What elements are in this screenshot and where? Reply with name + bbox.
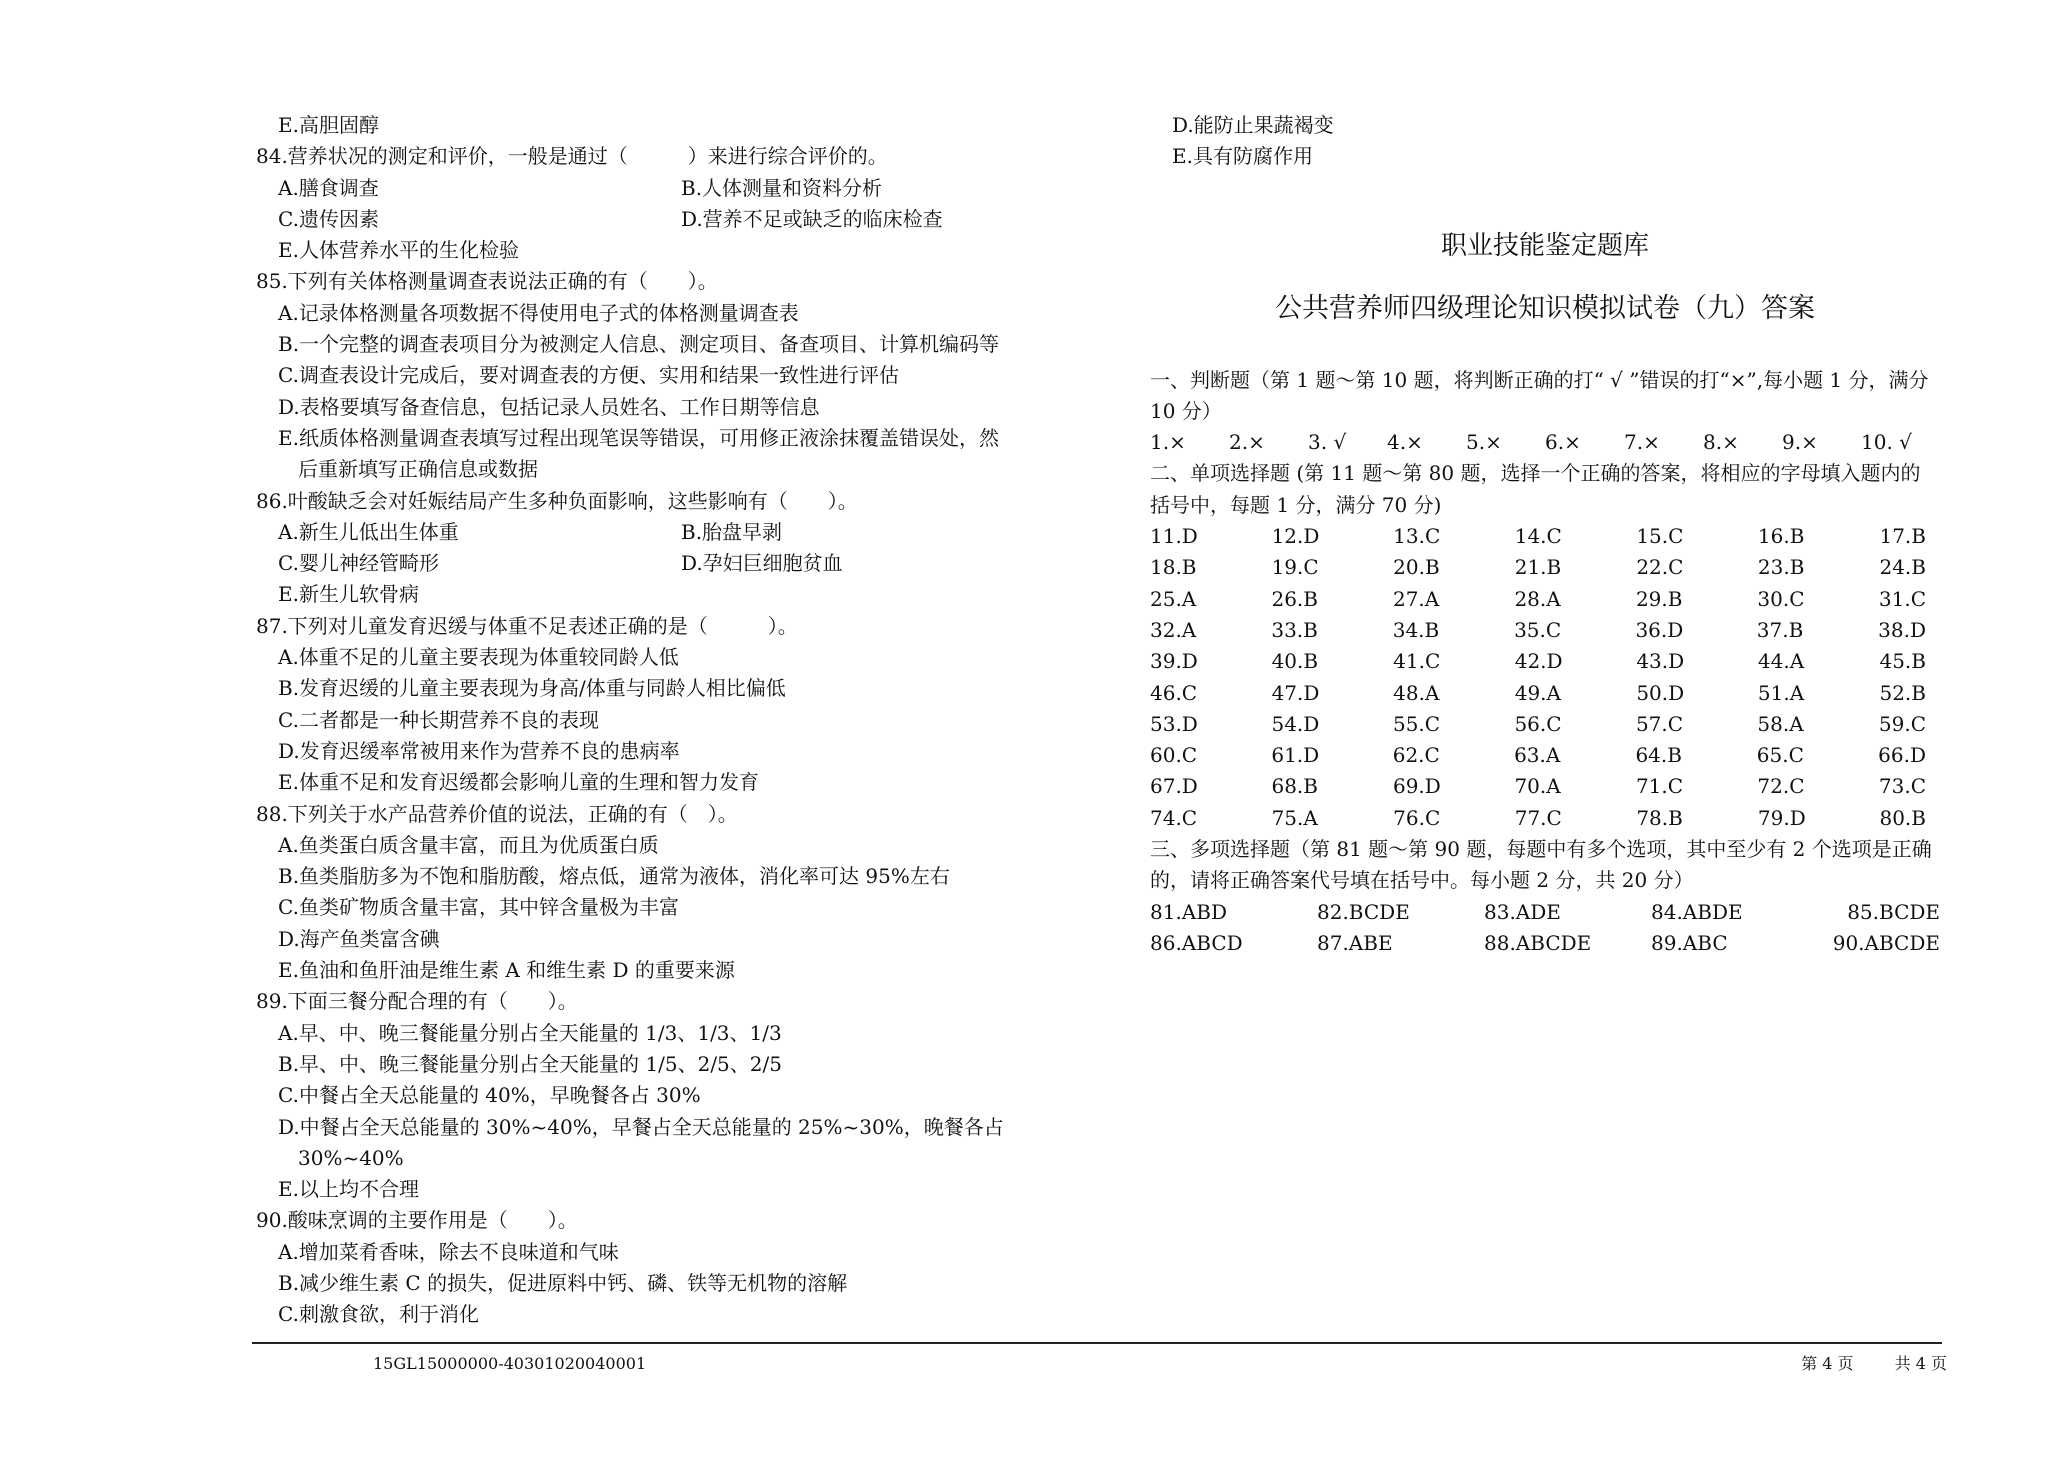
question-87: 87.下列对儿童发育迟缓与体重不足表述正确的是（ ）。 (256, 613, 798, 638)
answer-cell: 44.A (1757, 649, 1805, 674)
option-line: D.孕妇巨细胞贫血 (681, 551, 843, 576)
answer-cell: 67.D (1150, 774, 1198, 799)
answer-row (1150, 897, 1940, 928)
answer-cell: 58.A (1757, 711, 1804, 736)
footer-code: 15GL15000000-40301020040001 (373, 1354, 647, 1373)
answer-cell: 85.BCDE (1847, 899, 1940, 924)
option-line: A.新生儿低出生体重 (278, 519, 459, 544)
answer-cell: 7.× (1624, 430, 1660, 455)
option-line-continued: 30%~40% (298, 1145, 404, 1170)
answer-cell: 62.C (1392, 743, 1440, 768)
option-line: D.发育迟缓率常被用来作为营养不良的患病率 (278, 738, 680, 763)
answer-cell: 72.C (1757, 774, 1805, 799)
answer-cell: 17.B (1879, 524, 1926, 549)
answer-cell: 33.B (1271, 617, 1318, 642)
answer-cell: 15.C (1636, 524, 1684, 549)
option-line: B.早、中、晚三餐能量分别占全天能量的 1/5、2/5、2/5 (278, 1051, 782, 1076)
answer-cell: 57.C (1635, 711, 1684, 736)
answer-cell: 42.D (1514, 649, 1563, 674)
answer-cell: 78.B (1636, 805, 1683, 830)
option-line: D.海产鱼类富含碘 (278, 926, 440, 951)
answer-cell: 76.C (1393, 805, 1441, 830)
question-86: 86.叶酸缺乏会对妊娠结局产生多种负面影响，这些影响有（ ）。 (256, 488, 858, 513)
answer-cell: 21.B (1514, 555, 1562, 580)
answer-row (1150, 709, 1940, 740)
question-84: 84.营养状况的测定和评价，一般是通过（ ）来进行综合评价的。 (256, 144, 888, 169)
answer-cell: 8.× (1703, 430, 1739, 455)
answer-cell: 82.BCDE (1317, 899, 1410, 924)
answer-cell: 81.ABD (1150, 899, 1227, 924)
answer-row (1150, 584, 1940, 615)
answer-cell: 75.A (1271, 805, 1318, 830)
answer-cell: 59.C (1878, 711, 1927, 736)
option-line: A.膳食调查 (278, 175, 379, 200)
option-row (256, 548, 1046, 579)
answer-cell: 51.A (1757, 680, 1805, 705)
answer-cell: 32.A (1150, 617, 1197, 642)
right-column (1150, 110, 1940, 959)
option-line: E.体重不足和发育迟缓都会影响儿童的生理和智力发育 (278, 770, 759, 795)
answer-cell: 13.C (1393, 524, 1441, 549)
option-row (256, 517, 1046, 548)
option-line: B.发育迟缓的儿童主要表现为身高/体重与同龄人相比偏低 (278, 676, 786, 701)
option-line: C.中餐占全天总能量的 40%，早晚餐各占 30% (278, 1083, 701, 1108)
answer-cell: 12.D (1271, 524, 1320, 549)
answer-cell: 47.D (1271, 680, 1320, 705)
option-line: E.人体营养水平的生化检验 (278, 238, 519, 263)
answer-cell: 38.D (1878, 617, 1926, 642)
option-line: E.鱼油和鱼肝油是维生素 A 和维生素 D 的重要来源 (278, 958, 735, 983)
answer-cell: 87.ABE (1317, 930, 1393, 955)
answer-cell: 2.× (1229, 430, 1265, 455)
page-total: 共 4 页 (1894, 1354, 1947, 1373)
document-subtitle: 公共营养师四级理论知识模拟试卷（九）答案 (1275, 292, 1815, 324)
question-90: 90.酸味烹调的主要作用是（ ）。 (256, 1208, 578, 1233)
option-row (256, 173, 1046, 204)
answer-row (1150, 928, 1940, 959)
answer-cell: 66.D (1878, 743, 1926, 768)
section-multiple-choice-heading: 三、多项选择题（第 81 题～第 90 题，每题中有多个选项，其中至少有 2 个选项是正确的，请将正确答案代号填在括号中。每小题 2 分，共 20 分） (1150, 837, 1932, 893)
answer-cell: 41.C (1393, 649, 1441, 674)
option-line: B.人体测量和资料分析 (681, 175, 883, 200)
answer-row (1150, 803, 1940, 834)
answer-cell: 52.B (1879, 680, 1926, 705)
answer-cell: 3. √ (1308, 430, 1347, 455)
option-line: A.鱼类蛋白质含量丰富，而且为优质蛋白质 (278, 832, 659, 857)
answer-cell: 25.A (1150, 586, 1197, 611)
option-line: A.体重不足的儿童主要表现为体重较同龄人低 (278, 645, 679, 670)
answer-cell: 36.D (1635, 617, 1684, 642)
answer-cell: 34.B (1392, 617, 1440, 642)
answer-cell: 68.B (1271, 774, 1318, 799)
option-line: E.具有防腐作用 (1172, 144, 1313, 169)
section-single-choice-heading: 二、单项选择题 (第 11 题～第 80 题，选择一个正确的答案，将相应的字母填入题内的括号中，每题 1 分，满分 70 分) (1150, 461, 1921, 517)
answer-cell: 16.B (1757, 524, 1805, 549)
answer-row (1150, 678, 1940, 709)
option-line: C.婴儿神经管畸形 (278, 551, 439, 576)
left-column (256, 110, 1046, 1331)
answer-cell: 89.ABC (1651, 930, 1728, 955)
answer-cell: 64.B (1635, 743, 1682, 768)
option-line: B.胎盘早剥 (681, 519, 783, 544)
answer-cell: 63.A (1514, 743, 1561, 768)
option-line: C.鱼类矿物质含量丰富，其中锌含量极为丰富 (278, 895, 679, 920)
answer-cell: 29.B (1635, 586, 1683, 611)
answer-cell: 37.B (1756, 617, 1804, 642)
question-85: 85.下列有关体格测量调查表说法正确的有（ ）。 (256, 269, 718, 294)
option-line: A.增加菜肴香味，除去不良味道和气味 (278, 1239, 619, 1264)
answer-cell: 1.× (1150, 430, 1186, 455)
option-line: C.二者都是一种长期营养不良的表现 (278, 707, 599, 732)
answer-cell: 49.A (1514, 680, 1561, 705)
answer-cell: 19.C (1271, 555, 1319, 580)
answer-cell: 39.D (1150, 649, 1198, 674)
page-number: 第 4 页 (1801, 1354, 1854, 1373)
answer-cell: 14.C (1514, 524, 1562, 549)
section-true-false-heading: 一、判断题（第 1 题～第 10 题，将判断正确的打“ √ ”错误的打“×”,每小题 1 分，满分 10 分） (1150, 367, 1929, 423)
answer-cell: 65.C (1756, 743, 1804, 768)
document-title: 职业技能鉴定题库 (1440, 230, 1649, 261)
option-line: E.新生儿软骨病 (278, 582, 419, 607)
option-line: B.鱼类脂肪多为不饱和脂肪酸，熔点低，通常为液体，消化率可达 95%左右 (278, 864, 950, 889)
answer-cell: 73.C (1878, 774, 1927, 799)
option-line: D.中餐占全天总能量的 30%~40%，早餐占全天总能量的 25%~30%，晚餐各占 (278, 1114, 1004, 1139)
answer-row (1150, 521, 1940, 552)
option-row (256, 204, 1046, 235)
answer-row (1150, 740, 1940, 771)
answer-cell: 80.B (1879, 805, 1926, 830)
answer-cell: 45.B (1879, 649, 1926, 674)
answer-cell: 54.D (1271, 711, 1320, 736)
answer-row (1150, 552, 1940, 583)
option-line: E.纸质体格测量调查表填写过程出现笔误等错误，可用修正液涂抹覆盖错误处，然 (278, 425, 999, 450)
option-line: D.营养不足或缺乏的临床检查 (681, 206, 943, 231)
option-line: A.记录体格测量各项数据不得使用电子式的体格测量调查表 (278, 300, 799, 325)
answer-cell: 60.C (1150, 743, 1198, 768)
answer-cell: 4.× (1387, 430, 1423, 455)
answer-cell: 46.C (1150, 680, 1198, 705)
answer-cell: 61.D (1271, 743, 1320, 768)
option-line: A.早、中、晚三餐能量分别占全天能量的 1/3、1/3、1/3 (278, 1020, 782, 1045)
answer-cell: 69.D (1392, 774, 1441, 799)
answer-cell: 18.B (1150, 555, 1197, 580)
answer-cell: 50.D (1636, 680, 1685, 705)
answer-cell: 74.C (1150, 805, 1198, 830)
answer-cell: 35.C (1514, 617, 1562, 642)
answer-cell: 26.B (1271, 586, 1318, 611)
answer-cell: 43.D (1636, 649, 1685, 674)
answer-cell: 84.ABDE (1651, 899, 1743, 924)
answer-cell: 83.ADE (1484, 899, 1561, 924)
answer-cell: 31.C (1878, 586, 1927, 611)
answer-cell: 70.A (1514, 774, 1561, 799)
answer-cell: 22.C (1636, 555, 1684, 580)
answer-cell: 6.× (1545, 430, 1581, 455)
option-line-continued: 后重新填写正确信息或数据 (298, 457, 538, 482)
answer-cell: 9.× (1782, 430, 1818, 455)
answer-cell: 11.D (1150, 524, 1198, 549)
answer-cell: 40.B (1271, 649, 1319, 674)
option-line: D.表格要填写备查信息，包括记录人员姓名、工作日期等信息 (278, 394, 820, 419)
option-line: C.刺激食欲，利于消化 (278, 1302, 479, 1327)
answer-row (1150, 771, 1940, 802)
option-line: C.遗传因素 (278, 206, 379, 231)
question-89: 89.下面三餐分配合理的有（ ）。 (256, 989, 578, 1014)
answer-cell: 24.B (1879, 555, 1926, 580)
answer-cell: 48.A (1393, 680, 1440, 705)
answer-cell: 55.C (1392, 711, 1441, 736)
answer-cell: 28.A (1514, 586, 1561, 611)
footer-pagination (1765, 1352, 1947, 1376)
answer-cell: 88.ABCDE (1484, 930, 1592, 955)
answer-cell: 53.D (1150, 711, 1198, 736)
single-choice-answers (1150, 521, 1940, 834)
answer-cell: 71.C (1635, 774, 1684, 799)
answer-cell: 10. √ (1861, 430, 1912, 455)
answer-cell: 27.A (1392, 586, 1440, 611)
true-false-answers (1150, 427, 1940, 458)
answer-cell: 30.C (1757, 586, 1805, 611)
answer-cell: 77.C (1514, 805, 1562, 830)
question-88: 88.下列关于水产品营养价值的说法，正确的有（ ）。 (256, 801, 738, 826)
answer-row (1150, 615, 1940, 646)
multiple-choice-answers (1150, 897, 1940, 960)
option-line: D.能防止果蔬褐变 (1172, 113, 1334, 137)
answer-cell: 56.C (1514, 711, 1562, 736)
option-line: B.一个完整的调查表项目分为被测定人信息、测定项目、备查项目、计算机编码等 (278, 332, 1000, 357)
option-line: E.以上均不合理 (278, 1177, 419, 1202)
footer-divider (252, 1342, 1942, 1344)
option-line: B.减少维生素 C 的损失，促进原料中钙、磷、铁等无机物的溶解 (278, 1270, 848, 1295)
answer-cell: 20.B (1393, 555, 1440, 580)
answer-cell: 23.B (1757, 555, 1805, 580)
answer-row (1150, 646, 1940, 677)
option-line: E.高胆固醇 (278, 113, 379, 137)
answer-cell: 79.D (1757, 805, 1806, 830)
answer-cell: 90.ABCDE (1832, 930, 1940, 955)
answer-cell: 86.ABCD (1150, 930, 1243, 955)
answer-cell: 5.× (1466, 430, 1502, 455)
option-line: C.调查表设计完成后，要对调查表的方便、实用和结果一致性进行评估 (278, 363, 899, 388)
